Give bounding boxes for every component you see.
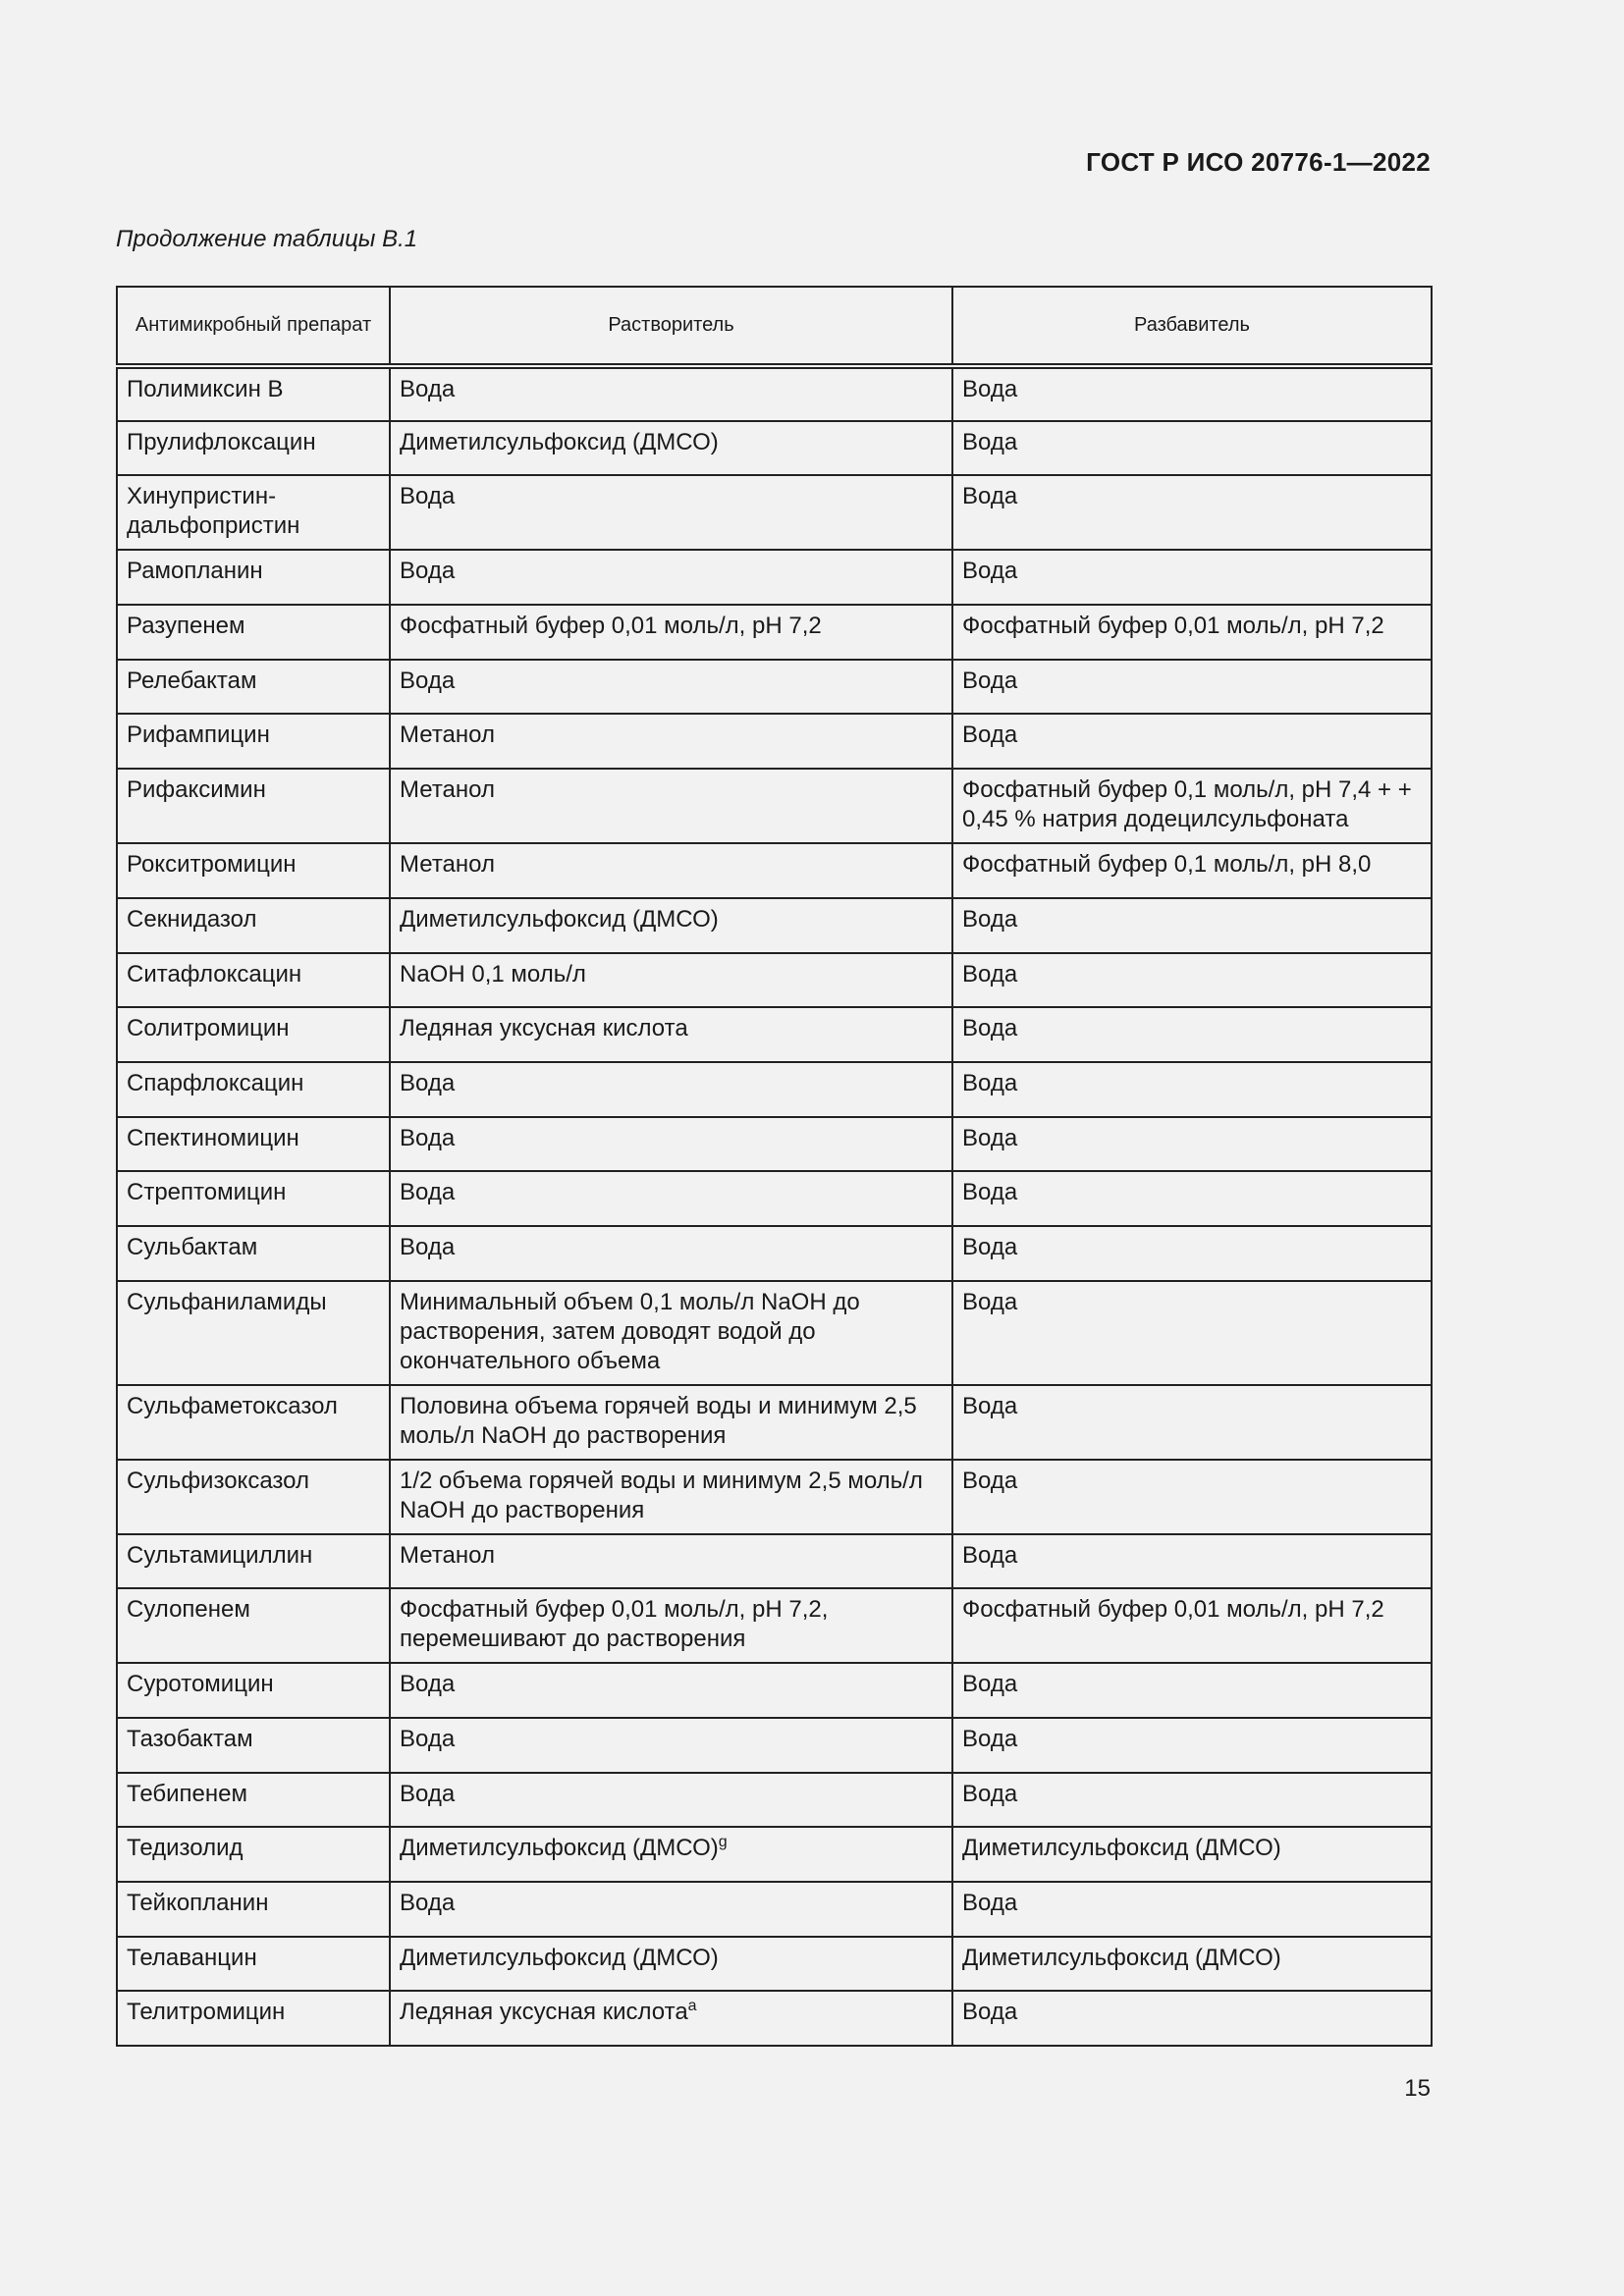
footnote-marker: g (718, 1834, 728, 1851)
table-row (117, 1281, 1432, 1385)
cell-solvent (390, 1773, 952, 1828)
table-row (117, 1534, 1432, 1589)
cell-agent: Ситафлоксацин (117, 953, 390, 1008)
solvent-text: Метанол (400, 1541, 495, 1569)
cell-agent: Сульфаметоксазол (117, 1385, 390, 1460)
cell-agent: Секнидазол (117, 898, 390, 953)
column-header-solvent: Растворитель (390, 287, 952, 366)
cell-agent: Тедизолид (117, 1827, 390, 1882)
solvent-text: Вода (400, 1780, 456, 1807)
column-header-diluent: Разбавитель (952, 287, 1432, 366)
cell-diluent: Фосфатный буфер 0,1 моль/л, pH 7,4 + + 0,45 % натрия додецилсульфоната (952, 769, 1432, 843)
cell-agent: Рифаксимин (117, 769, 390, 843)
cell-diluent: Вода (952, 475, 1432, 550)
cell-agent: Сультамициллин (117, 1534, 390, 1589)
cell-agent: Стрептомицин (117, 1171, 390, 1226)
cell-agent: Сульфаниламиды (117, 1281, 390, 1385)
solvent-text: Ледяная уксусная кислота (400, 1015, 688, 1042)
table-row (117, 1718, 1432, 1773)
cell-diluent: Вода (952, 1385, 1432, 1460)
cell-solvent (390, 1062, 952, 1117)
table-row (117, 953, 1432, 1008)
cell-diluent: Вода (952, 1882, 1432, 1937)
cell-diluent: Вода (952, 1663, 1432, 1718)
cell-agent: Сулопенем (117, 1588, 390, 1663)
cell-agent: Рамопланин (117, 550, 390, 605)
table-header-row (117, 287, 1432, 366)
cell-solvent (390, 1827, 952, 1882)
cell-solvent (390, 1588, 952, 1663)
table-row (117, 843, 1432, 898)
cell-diluent: Вода (952, 1534, 1432, 1589)
cell-agent: Телаванцин (117, 1937, 390, 1992)
solvent-text: Вода (400, 1890, 456, 1917)
cell-solvent (390, 660, 952, 715)
cell-solvent (390, 1117, 952, 1172)
cell-solvent (390, 1882, 952, 1937)
table-row (117, 1937, 1432, 1992)
cell-solvent (390, 421, 952, 476)
solvent-text: NaOH 0,1 моль/л (400, 960, 586, 988)
cell-solvent (390, 1718, 952, 1773)
solvent-text: Половина объема горячей воды и минимум 2,5 моль/л NaOH до растворения (400, 1392, 917, 1449)
table-row (117, 1171, 1432, 1226)
cell-diluent: Фосфатный буфер 0,01 моль/л, pH 7,2 (952, 1588, 1432, 1663)
table-row (117, 1663, 1432, 1718)
cell-agent: Полимиксин B (117, 366, 390, 421)
table-row (117, 1827, 1432, 1882)
cell-solvent (390, 1226, 952, 1281)
cell-solvent (390, 1937, 952, 1992)
cell-solvent (390, 769, 952, 843)
cell-diluent: Вода (952, 1773, 1432, 1828)
table-row (117, 660, 1432, 715)
solvent-text: Вода (400, 1124, 456, 1151)
table-row (117, 421, 1432, 476)
solvent-text: Вода (400, 1233, 456, 1260)
cell-agent: Разупенем (117, 605, 390, 660)
cell-diluent: Вода (952, 953, 1432, 1008)
cell-agent: Релебактам (117, 660, 390, 715)
table-row (117, 769, 1432, 843)
cell-diluent: Диметилсульфоксид (ДМСО) (952, 1827, 1432, 1882)
table-row (117, 1062, 1432, 1117)
footnote-marker: a (687, 1998, 697, 2015)
cell-solvent (390, 953, 952, 1008)
cell-agent: Тейкопланин (117, 1882, 390, 1937)
cell-diluent: Вода (952, 421, 1432, 476)
table-row (117, 1007, 1432, 1062)
table-row (117, 1991, 1432, 2046)
cell-diluent: Вода (952, 1991, 1432, 2046)
cell-agent: Спарфлоксацин (117, 1062, 390, 1117)
cell-solvent (390, 1534, 952, 1589)
solvent-text: Вода (400, 1726, 456, 1752)
solvent-text: Вода (400, 1179, 456, 1206)
cell-solvent (390, 898, 952, 953)
column-header-agent: Антимикробный препарат (117, 287, 390, 366)
cell-diluent: Вода (952, 1062, 1432, 1117)
cell-solvent (390, 475, 952, 550)
table-row (117, 1385, 1432, 1460)
cell-solvent (390, 1991, 952, 2046)
solvent-text: Вода (400, 667, 456, 694)
document-code: ГОСТ Р ИСО 20776-1—2022 (1086, 147, 1431, 177)
page-number: 15 (1404, 2075, 1431, 2102)
table-row (117, 898, 1432, 953)
cell-agent: Спектиномицин (117, 1117, 390, 1172)
solvent-text: Ледяная уксусная кислота (400, 1999, 688, 2026)
cell-diluent: Вода (952, 1460, 1432, 1534)
solvent-text: Диметилсульфоксид (ДМСО) (400, 428, 719, 455)
cell-agent: Телитромицин (117, 1991, 390, 2046)
cell-diluent: Диметилсульфоксид (ДМСО) (952, 1937, 1432, 1992)
solvent-text: Метанол (400, 776, 495, 804)
solvent-text: Фосфатный буфер 0,01 моль/л, pH 7,2 (400, 613, 822, 640)
table-row (117, 1226, 1432, 1281)
cell-diluent: Вода (952, 660, 1432, 715)
cell-agent: Хинупристин-дальфопристин (117, 475, 390, 550)
table-row (117, 1773, 1432, 1828)
table-row (117, 550, 1432, 605)
cell-diluent: Фосфатный буфер 0,1 моль/л, pH 8,0 (952, 843, 1432, 898)
cell-diluent: Вода (952, 550, 1432, 605)
solvent-text: Метанол (400, 721, 495, 749)
cell-diluent: Вода (952, 1171, 1432, 1226)
table-row (117, 1882, 1432, 1937)
cell-diluent: Фосфатный буфер 0,01 моль/л, pH 7,2 (952, 605, 1432, 660)
cell-solvent (390, 1663, 952, 1718)
table-row (117, 1460, 1432, 1534)
cell-solvent (390, 1385, 952, 1460)
solvent-text: Вода (400, 376, 456, 402)
solvents-table (116, 286, 1433, 2047)
solvent-text: Вода (400, 483, 456, 510)
table-row (117, 475, 1432, 550)
solvent-text: 1/2 объема горячей воды и минимум 2,5 моль/л NaOH до растворения (400, 1467, 923, 1523)
cell-diluent: Вода (952, 898, 1432, 953)
solvent-text: Вода (400, 1069, 456, 1096)
cell-diluent: Вода (952, 1226, 1432, 1281)
table-row (117, 1117, 1432, 1172)
cell-agent: Суротомицин (117, 1663, 390, 1718)
cell-diluent: Вода (952, 366, 1432, 421)
cell-diluent: Вода (952, 1281, 1432, 1385)
cell-agent: Рокситромицин (117, 843, 390, 898)
cell-solvent (390, 605, 952, 660)
table-caption: Продолжение таблицы B.1 (116, 226, 418, 252)
solvent-text: Вода (400, 1671, 456, 1698)
table-row (117, 714, 1432, 769)
cell-diluent: Вода (952, 714, 1432, 769)
solvent-text: Вода (400, 558, 456, 585)
cell-solvent (390, 1281, 952, 1385)
cell-agent: Сульфизоксазол (117, 1460, 390, 1534)
solvent-text: Фосфатный буфер 0,01 моль/л, pH 7,2, перемешивают до растворения (400, 1596, 829, 1653)
table-row (117, 1588, 1432, 1663)
cell-diluent: Вода (952, 1718, 1432, 1773)
cell-agent: Тебипенем (117, 1773, 390, 1828)
cell-solvent (390, 1007, 952, 1062)
cell-solvent (390, 1171, 952, 1226)
table-row (117, 366, 1432, 421)
solvent-text: Диметилсульфоксид (ДМСО) (400, 1835, 719, 1862)
cell-agent: Прулифлоксацин (117, 421, 390, 476)
cell-diluent: Вода (952, 1117, 1432, 1172)
cell-solvent (390, 843, 952, 898)
solvent-text: Метанол (400, 851, 495, 879)
cell-solvent (390, 550, 952, 605)
solvent-text: Минимальный объем 0,1 моль/л NaOH до растворения, затем доводят водой до окончательного объема (400, 1288, 860, 1374)
cell-diluent: Вода (952, 1007, 1432, 1062)
cell-solvent (390, 1460, 952, 1534)
solvent-text: Диметилсульфоксид (ДМСО) (400, 1944, 719, 1971)
solvent-text: Диметилсульфоксид (ДМСО) (400, 905, 719, 933)
cell-solvent (390, 714, 952, 769)
cell-agent: Сульбактам (117, 1226, 390, 1281)
cell-agent: Рифампицин (117, 714, 390, 769)
cell-agent: Тазобактам (117, 1718, 390, 1773)
cell-agent: Солитромицин (117, 1007, 390, 1062)
table-row (117, 605, 1432, 660)
table-body (117, 366, 1432, 2046)
cell-solvent (390, 366, 952, 421)
